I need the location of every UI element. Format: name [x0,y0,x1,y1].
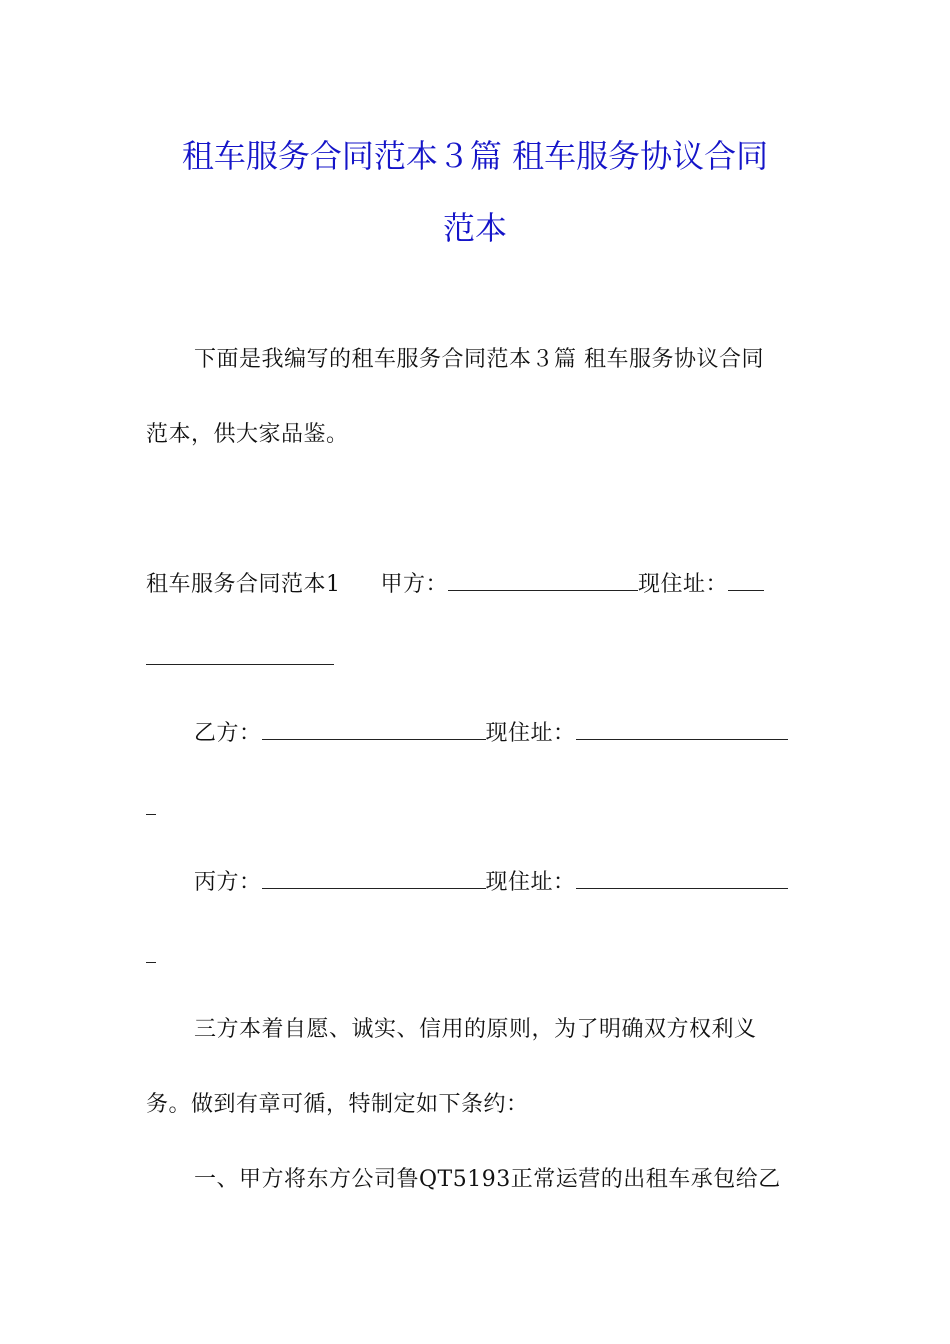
party-b-address-blank [576,717,788,740]
party-b-address-label: 现住址： [485,721,576,746]
party-c-address-blank-continued [146,940,156,963]
party-a-blank [448,568,638,591]
party-c-row [194,866,806,898]
document-title-line-2: 范本 [442,209,507,247]
party-a-address-label: 现住址： [638,572,729,597]
body-paragraph-1-line-1: 三方本着自愿、诚实、信用的原则，为了明确双方权利义 [194,1017,757,1042]
party-b-label: 乙方： [194,721,262,746]
party-a-row [146,568,806,600]
party-c-address-label: 现住址： [485,870,576,895]
party-a-address-blank [728,568,764,591]
party-c-address-continuation [146,940,806,972]
party-b-address-blank-continued [146,792,156,815]
party-c-blank [262,866,486,889]
intro-line-2: 范本，供大家品鉴。 [146,422,349,447]
body-paragraph-1-line-2: 务。做到有章可循，特制定如下条约： [146,1092,529,1117]
party-b-row [194,717,806,749]
party-a-label: 甲方： [380,572,449,597]
document-title-line-1: 租车服务合同范本３篇 租车服务协议合同 [181,137,769,175]
intro-line-1: 下面是我编写的租车服务合同范本３篇 租车服务协议合同 [194,347,764,372]
party-c-address-blank [576,866,788,889]
party-b-blank [262,717,486,740]
party-a-address-continuation [146,642,806,674]
party-a-address-blank-continued [146,642,334,665]
party-c-label: 丙方： [194,870,262,895]
body-paragraph-2-line-1: 一、甲方将东方公司鲁QT5193正常运营的出租车承包给乙 [194,1167,781,1192]
party-b-address-continuation [146,792,806,824]
section-heading: 租车服务合同范本1 [146,572,341,597]
